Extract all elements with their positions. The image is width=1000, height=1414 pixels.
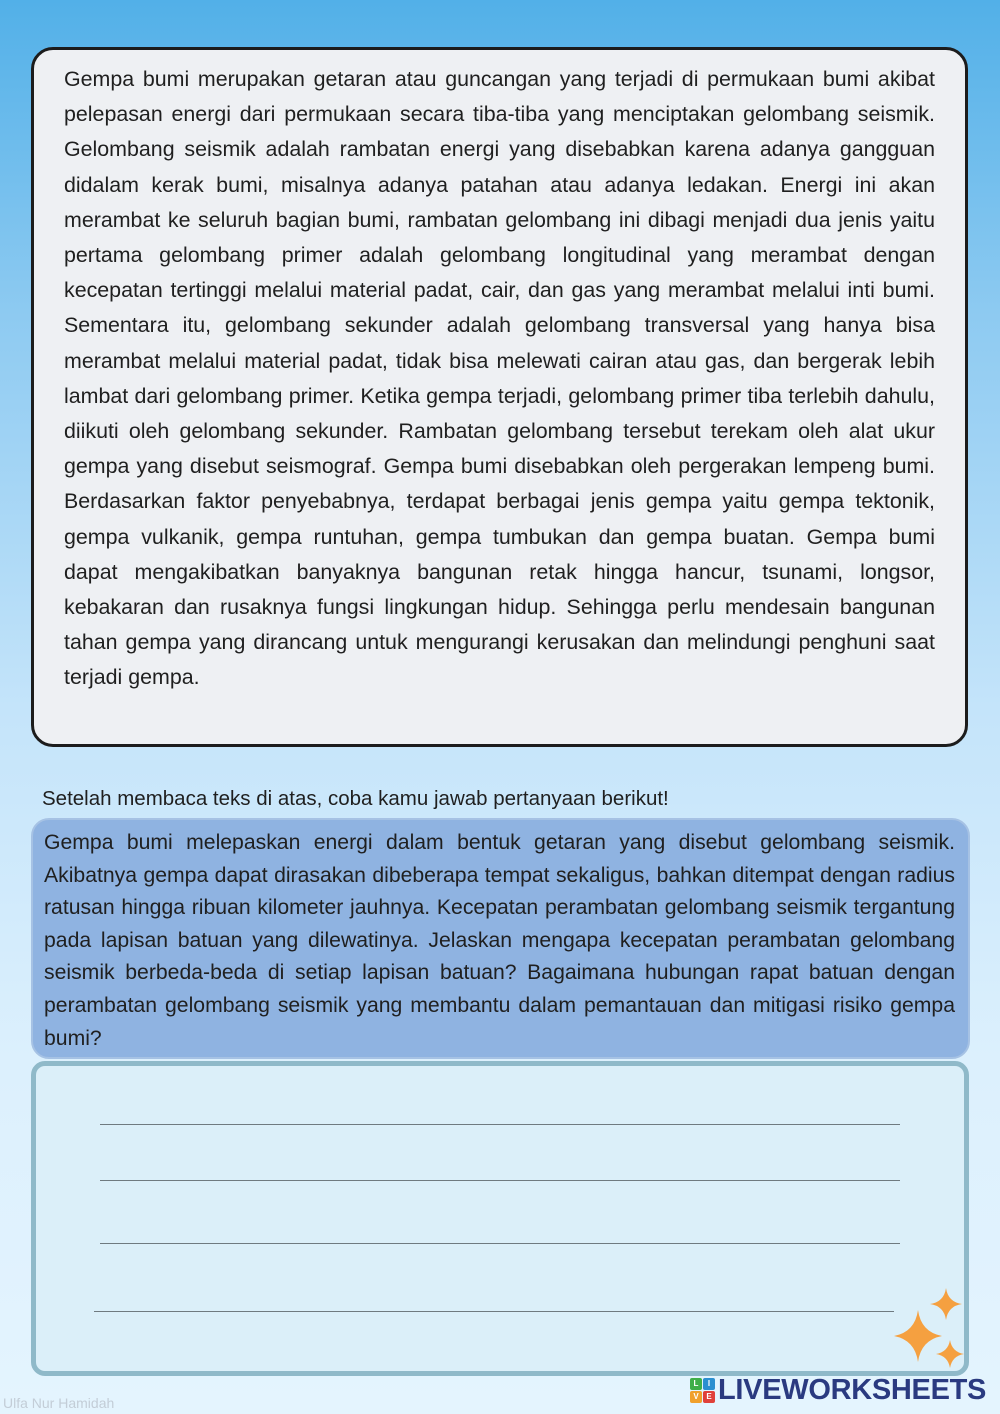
logo-letter-v: V (690, 1391, 702, 1403)
answer-box[interactable] (31, 1061, 969, 1376)
brand-name: LIVEWORKSHEETS (718, 1374, 987, 1406)
sparkle-bottom (936, 1340, 964, 1368)
instruction-text: Setelah membaca teks di atas, coba kamu jawab pertanyaan berikut! (42, 787, 669, 810)
question-box (31, 818, 970, 1059)
logo-letter-l: L (690, 1378, 702, 1390)
sparkle-large (894, 1310, 942, 1362)
answer-line-3[interactable] (100, 1243, 900, 1244)
reading-passage-box (31, 47, 968, 747)
liveworksheets-logo-icon (690, 1378, 715, 1403)
logo-letter-e: E (703, 1391, 715, 1403)
answer-line-4[interactable] (94, 1311, 894, 1312)
answer-line-2[interactable] (100, 1180, 900, 1181)
author-watermark: Ulfa Nur Hamidah (3, 1395, 115, 1411)
logo-letter-i: I (703, 1378, 715, 1390)
sparkles-icon (892, 1288, 968, 1374)
sparkle-top (930, 1288, 962, 1320)
question-text: Gempa bumi melepaskan energi dalam bentuk getaran yang disebut gelombang seismik. Akibatnya gempa dapat dirasakan dibeberapa tempat sekaligus, bahkan ditempat dengan radius ratusan hingga ribuan kilometer jauhnya. Kecepatan perambatan gelombang seismik tergantung pada lapisan batuan yang dilewatinya. Jelaskan mengapa kecepatan perambatan gelombang seismik berbeda-beda di setiap lapisan batuan? Bagaimana hubungan rapat batuan dengan perambatan gelombang seismik yang membantu dalam pemantauan dan mitigasi risiko gempa bumi? (44, 831, 955, 1050)
liveworksheets-brand (690, 1374, 986, 1406)
reading-passage: Gempa bumi merupakan getaran atau guncangan yang terjadi di permukaan bumi akibat pelepasan energi dari permukaan secara tiba-tiba yang menciptakan gelombang seismik. Gelombang seismik adalah rambatan energi yang disebabkan karena adanya gangguan didalam kerak bumi, misalnya adanya patahan atau adanya ledakan. Energi ini akan merambat ke seluruh bagian bumi, rambatan gelombang ini dibagi menjadi dua jenis yaitu pertama gelombang primer adalah gelombang longitudinal yang merambat dengan kecepatan tertinggi melalui material padat, cair, dan gas yang merambat melalui inti bumi. Sementara itu, gelombang sekunder adalah gelombang transversal yang hanya bisa merambat melalui material padat, tidak bisa melewati cairan atau gas, dan bergerak lebih lambat dari gelombang primer. Ketika gempa terjadi, gelombang primer tiba terlebih dahulu, diikuti oleh gelombang sekunder. Rambatan gelombang tersebut terekam oleh alat ukur gempa yang disebut seismograf. Gempa bumi disebabkan oleh pergerakan lempeng bumi. Berdasarkan faktor penyebabnya, terdapat berbagai jenis gempa yaitu gempa tektonik, gempa vulkanik, gempa runtuhan, gempa tumbukan dan gempa buatan. Gempa bumi dapat mengakibatkan banyaknya bangunan retak hingga hancur, tsunami, longsor, kebakaran dan rusaknya fungsi lingkungan hidup. Sehingga perlu mendesain bangunan tahan gempa yang dirancang untuk mengurangi kerusakan dan melindungi penghuni saat terjadi gempa. (64, 67, 935, 690)
answer-line-1[interactable] (100, 1124, 900, 1125)
